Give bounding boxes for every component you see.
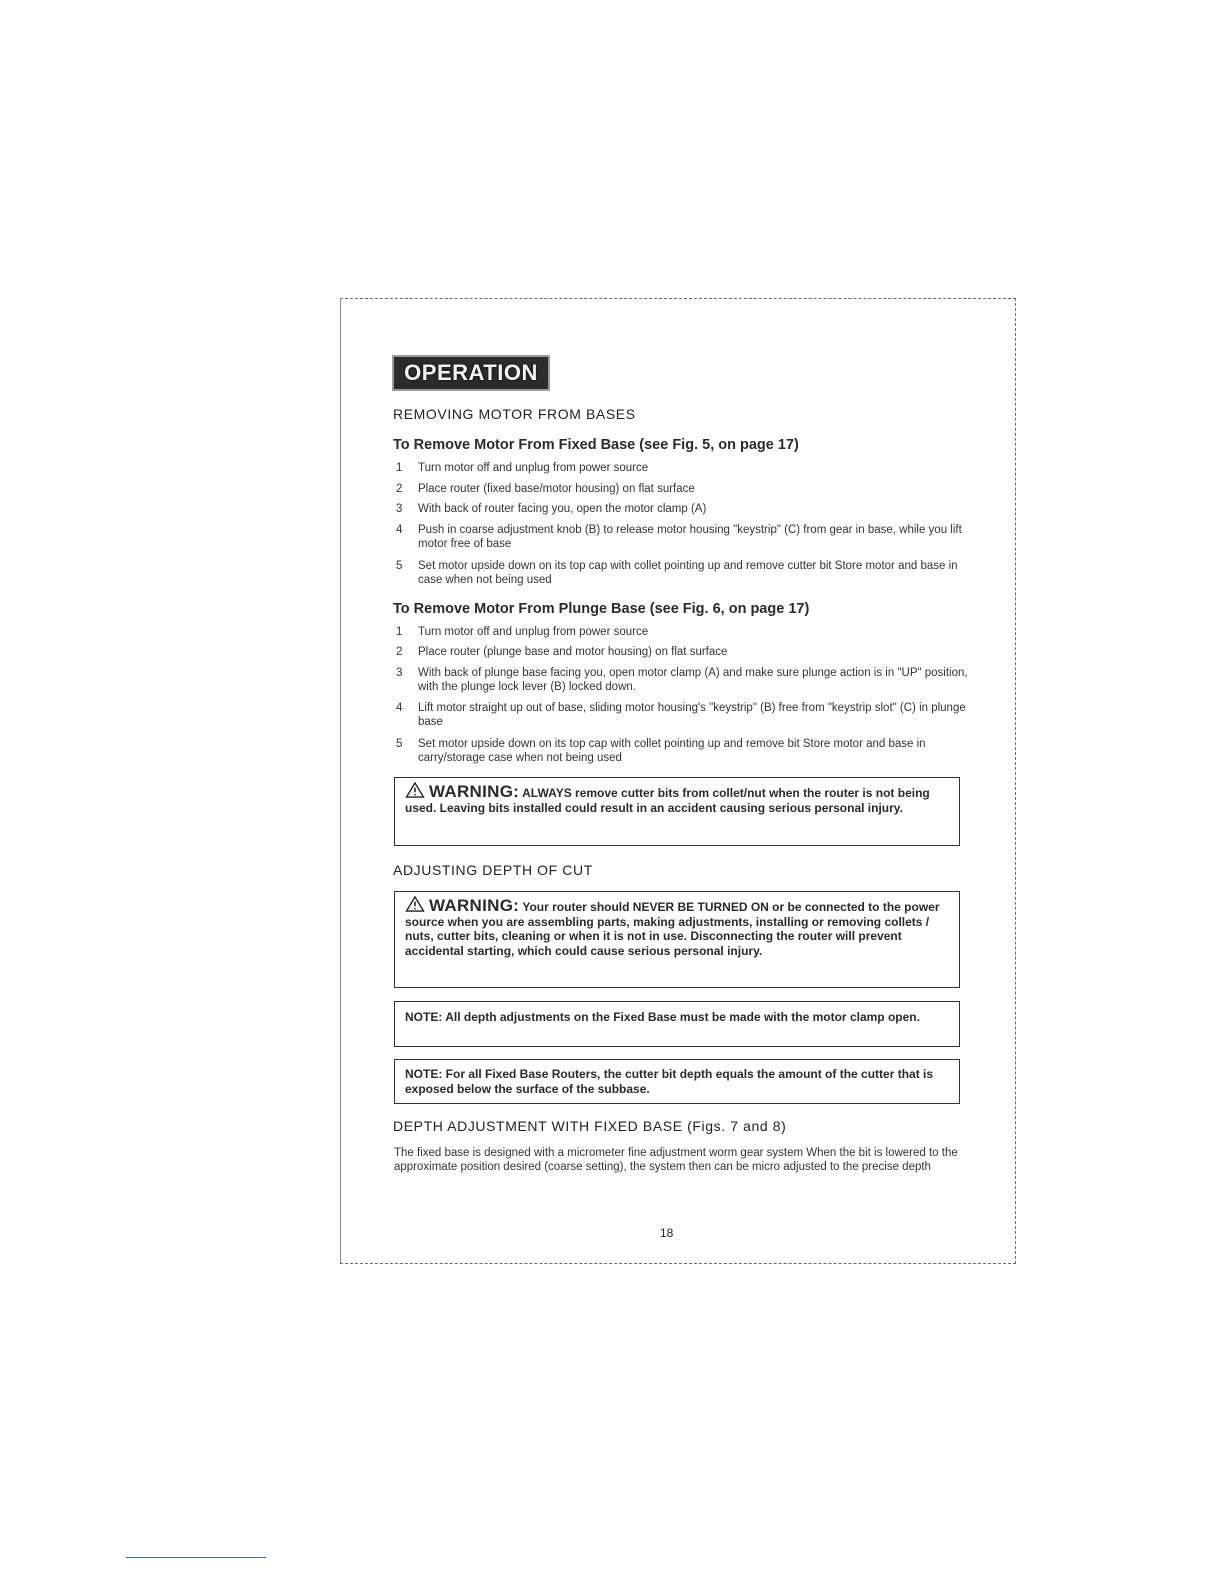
step-number: 3 [396,667,403,679]
note-box-motor-clamp [394,1001,960,1047]
step-text: Lift motor straight up out of base, sliding motor housing's "keystrip" (B) free from "keystrip slot" (C) in plunge base [418,702,966,728]
note-text: NOTE: All depth adjustments on the Fixed Base must be made with the motor clamp open. [405,1010,920,1024]
section-title-adjusting-depth: ADJUSTING DEPTH OF CUT [393,862,593,878]
footer-rule [126,1557,266,1558]
warning-text: Your router should NEVER BE TURNED ON or be connected to the power source when you are assembling parts, making adjustments, installing or removing collets / nuts, cutter bits, cleaning or when it is not in use. Disconnecting the router will prevent accidental starting, which could cause serious personal injury. [405,900,940,958]
step-text: With back of plunge base facing you, open motor clamp (A) and make sure plunge action is in "UP" position, with the plunge lock lever (B) locked down. [418,667,968,693]
section-title-depth-adjustment: DEPTH ADJUSTMENT WITH FIXED BASE (Figs. 7 and 8) [393,1118,787,1134]
step-text: Place router (plunge base and motor housing) on flat surface [418,646,728,658]
note-box-cutter-depth [394,1059,960,1104]
operation-banner-label: OPERATION [404,360,538,385]
step-text: Turn motor off and unplug from power source [418,462,649,474]
step-number: 5 [396,738,403,750]
warning-label: WARNING: [429,782,520,801]
note-text: NOTE: For all Fixed Base Routers, the cutter bit depth equals the amount of the cutter that is exposed below the surface of the subbase. [405,1067,934,1096]
step-number: 2 [396,483,403,495]
step-text: Place router (fixed base/motor housing) on flat surface [418,483,695,495]
operation-banner [392,355,550,391]
fixed-base-title: To Remove Motor From Fixed Base (see Fig. 5, on page 17) [393,437,799,453]
step-number: 3 [396,503,403,515]
step-text: Set motor upside down on its top cap with collet pointing up and remove bit Store motor and base in carry/storage case when not being used [418,738,926,764]
warning-box-remove-bits [394,777,960,846]
step-text: Push in coarse adjustment knob (B) to release motor housing "keystrip" (C) from gear in base, while you lift motor free of base [418,524,962,550]
warning-text: ALWAYS remove cutter bits from collet/nut when the router is not being used. Leaving bits installed could result in an accident causing serious personal injury. [405,786,930,815]
warning-triangle-icon [405,782,425,798]
step-number: 5 [396,560,403,572]
step-number: 2 [396,646,403,658]
warning-label: WARNING: [429,896,520,915]
step-number: 1 [396,462,403,474]
step-number: 4 [396,524,403,536]
step-text: Turn motor off and unplug from power source [418,626,649,638]
depth-adjustment-paragraph: The fixed base is designed with a micrometer fine adjustment worm gear system When the bit is lowered to the approximate position desired (coarse setting), the system then can be micro adjusted to the precise depth [394,1147,958,1173]
page-number: 18 [660,1226,674,1240]
step-number: 4 [396,702,403,714]
step-text: With back of router facing you, open the motor clamp (A) [418,503,707,515]
warning-triangle-icon [405,896,425,912]
section-title-removing-motor: REMOVING MOTOR FROM BASES [393,406,636,422]
step-number: 1 [396,626,403,638]
warning-box-power-source [394,891,960,988]
plunge-base-title: To Remove Motor From Plunge Base (see Fig. 6, on page 17) [393,601,810,617]
step-text: Set motor upside down on its top cap with collet pointing up and remove cutter bit Store motor and base in case when not being used [418,560,958,586]
